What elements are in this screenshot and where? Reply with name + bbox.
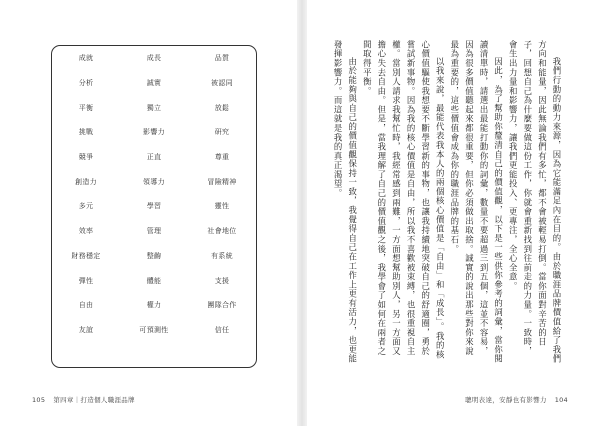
value-term-cell: 社會地位 (207, 227, 237, 236)
body-paragraph: 因此，為了幫助你釐清自己的價值觀，以下是一些供你參考的詞彙，當你閱讀清單時，請選出最能打動你的詞彙，數量不要超過三到五個，這並不容易，因為很多價值聽起來都很重要，但你必須做出取捨。誠實的說出那些對你來說最為重要的，這些價值會成為你的職涯品牌的基石。 (449, 40, 504, 364)
right-running-head: 聰明表達，安靜也有影響力 (465, 396, 547, 404)
value-term-cell: 誠實 (146, 79, 162, 88)
value-term-cell: 尊重 (214, 153, 230, 162)
value-term-cell: 財務穩定 (71, 251, 101, 260)
value-term-cell: 支援 (214, 276, 230, 285)
value-term-cell: 研究 (214, 128, 230, 137)
value-term-cell: 品質 (214, 54, 230, 63)
value-term-cell: 效率 (78, 227, 94, 236)
value-term-cell: 放鬆 (214, 103, 230, 112)
right-page-body-text (330, 40, 564, 365)
body-paragraph: 我們行動的動力來源，因為它能滿足內在目的。由於職涯品牌價值給了我們方向和能量，因此無論我們有多忙，都不會被輕易打倒。當你面對辛苦的日子，回想自己為什麼要做這份工作，你就會重新找到往前走的力量。一致時，會生出力量和影響力，讓我們更能投入、更專注，全心全意。 (508, 40, 562, 364)
value-term-cell: 冒險精神 (207, 177, 237, 186)
value-term-cell: 可預測性 (139, 325, 169, 334)
value-term-cell: 挑戰 (78, 128, 94, 137)
value-term-cell: 整齣 (146, 251, 162, 260)
value-term-cell: 友誼 (78, 325, 94, 334)
value-term-cell: 平衡 (78, 103, 94, 112)
value-term-cell: 權力 (146, 301, 162, 310)
value-term-cell: 獨立 (146, 103, 162, 112)
values-word-table (51, 45, 257, 368)
value-term-cell: 有系統 (211, 251, 233, 260)
left-page-number: 105 (32, 396, 46, 404)
value-term-cell: 靈性 (214, 202, 230, 211)
value-term-cell: 創造力 (75, 177, 97, 186)
value-term-cell: 分析 (78, 79, 94, 88)
right-page-number: 104 (554, 396, 568, 404)
value-term-cell: 彈性 (78, 276, 94, 285)
value-term-cell: 影響力 (143, 128, 165, 137)
value-term-cell: 成就 (78, 54, 94, 63)
value-term-cell: 成長 (146, 54, 162, 63)
value-term-cell: 管理 (146, 227, 162, 236)
value-term-cell: 自由 (78, 301, 94, 310)
right-page-footer (465, 395, 568, 404)
value-term-cell: 正直 (146, 153, 162, 162)
value-term-cell: 體能 (146, 276, 162, 285)
value-term-cell: 競爭 (78, 153, 94, 162)
book-gutter (297, 0, 307, 426)
body-paragraph: 由於能夠與自己的價值觀保持一致，我覺得自己在工作上更有活力，也更能發揮影響力。而這就是我的真正渴望。 (333, 40, 358, 364)
body-paragraph: 以我來說，最能代表我本人的兩個核心價值是「自由」和「成長」。我的核心價值驅使我想要不斷學習新的事物，也讓我持續地突破自己的舒適圈，勇於嘗試新事物。因為我的核心價值是自由，所以我不喜歡被束縛，也很重視自主權。當別人請求我幫忙時，我經常感到兩難，一方面想幫助別人，另一方面又擔心失去自由。但是，當我理解了自己的價值觀之後，我學會了如何在兩者之間取得平衡。 (362, 40, 446, 360)
value-term-cell: 學習 (146, 202, 162, 211)
value-term-cell: 信任 (214, 325, 230, 334)
value-term-cell: 團隊合作 (207, 301, 237, 310)
left-page-footer (32, 395, 135, 404)
left-running-head: 第四章｜打造個人職涯品牌 (53, 396, 135, 404)
value-term-cell: 多元 (78, 202, 94, 211)
value-term-cell: 領導力 (143, 177, 165, 186)
value-term-cell: 被認同 (211, 79, 233, 88)
